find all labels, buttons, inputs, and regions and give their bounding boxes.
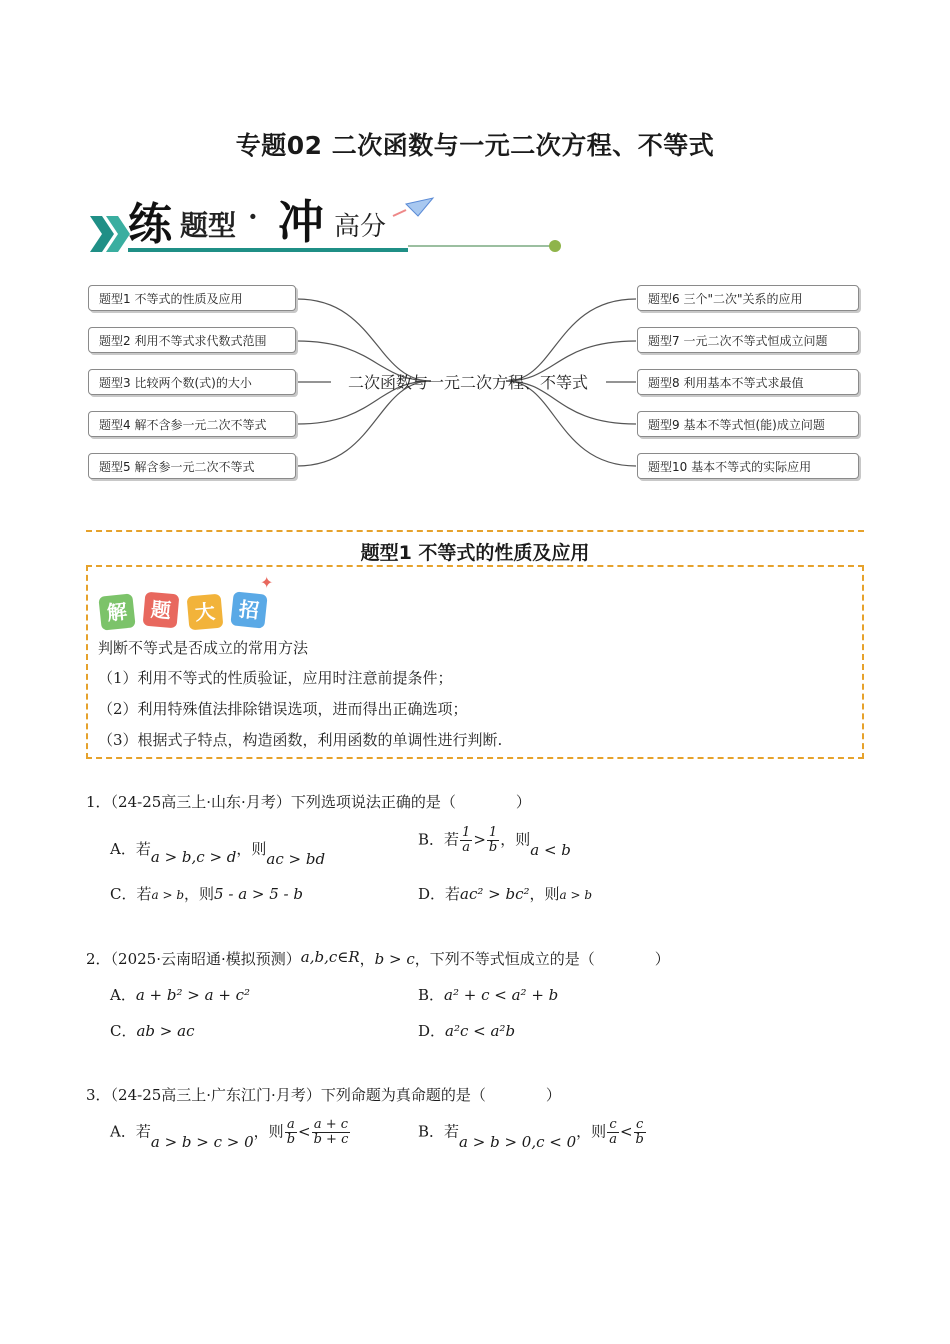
- q1-b-num1: 1: [462, 825, 471, 840]
- q3-b-label: B．: [418, 1122, 445, 1141]
- q2-stem: [86, 948, 670, 969]
- tip-line-1: 判断不等式是否成立的常用方法: [98, 639, 309, 657]
- q3-b-frac1: [607, 1118, 619, 1147]
- q1-b-num2: 1: [487, 826, 499, 841]
- q1-b-res: a < b: [530, 840, 571, 859]
- q3-a-frac1: [285, 1118, 297, 1147]
- q1-d-res: a > b: [559, 888, 593, 902]
- q1-b-den1: a: [462, 840, 471, 855]
- q3-option-a: [110, 1117, 351, 1151]
- q1-c-res: 5 - a > 5 - b: [214, 885, 303, 903]
- q1-b-frac1: [460, 826, 472, 855]
- sparkle-icon: ✦: [260, 573, 274, 592]
- q2-stem-math: a,b,c∈R: [300, 948, 360, 966]
- mindmap-center: 二次函数与一元二次方程、不等式: [347, 373, 588, 392]
- mindmap-node-3: 题型3 比较两个数(式)的大小: [88, 369, 296, 395]
- mindmap-node-9: 题型9 基本不等式恒(能)成立问题: [637, 411, 859, 437]
- q1-b-den2: b: [488, 840, 498, 855]
- banner-text-gaofen: 高分: [334, 212, 387, 242]
- q1-b-gt: >: [473, 830, 486, 849]
- mindmap-node-4: 题型4 解不含参一元二次不等式: [88, 411, 296, 437]
- tips-badges: [100, 573, 280, 633]
- q3-a-frac2: [312, 1118, 351, 1147]
- q1-b-ruo: 若: [444, 830, 460, 849]
- q3-a-ruo: 若: [135, 1122, 151, 1141]
- badge-zhao: 招: [230, 591, 267, 628]
- q1-a-ze: ，则: [236, 840, 267, 858]
- q2-b-label: B．: [418, 986, 445, 1004]
- q3-b-den1: a: [609, 1132, 617, 1147]
- q3-a-den2: b + c: [313, 1132, 349, 1147]
- q3-a-num1: a: [285, 1118, 297, 1133]
- section-banner: [88, 186, 568, 266]
- q1-option-a: [110, 838, 326, 868]
- mindmap-node-8: 题型8 利用基本不等式求最值: [637, 369, 859, 395]
- q1-c-cond: a > b: [151, 888, 185, 902]
- q1-a-cond: a > b,c > d: [150, 848, 237, 866]
- q2-stem-math2: b > c: [374, 950, 415, 968]
- q3-a-label: A．: [110, 1122, 136, 1141]
- q1-d-ruo: 若: [445, 885, 461, 903]
- q1-option-d: [418, 883, 592, 904]
- badge-ti: 题: [143, 592, 180, 629]
- q3-b-num1: c: [607, 1118, 619, 1133]
- q1-a-ruo: 若: [135, 840, 151, 858]
- q3-a-cond: a > b > c > 0: [150, 1132, 254, 1151]
- banner-dot-text: ·: [248, 200, 258, 233]
- q1-c-ruo: 若: [136, 885, 152, 903]
- banner-char-lian: 练: [128, 199, 172, 250]
- q3-a-ze: ，则: [253, 1122, 284, 1141]
- paper-plane-icon: [393, 198, 433, 216]
- q1-c-label: C．: [110, 885, 137, 903]
- q1-b-ze: ，则: [500, 830, 531, 849]
- mindmap-node-2: 题型2 利用不等式求代数式范围: [88, 327, 296, 353]
- q2-a-expr: a + b² > a + c²: [135, 986, 251, 1004]
- q2-c-expr: ab > ac: [136, 1022, 195, 1040]
- q2-stem-c: ，下列不等式恒成立的是（ ）: [414, 950, 670, 968]
- q3-b-lt: <: [619, 1122, 633, 1141]
- q3-b-cond: a > b > 0,c < 0: [459, 1132, 577, 1151]
- q3-b-ruo: 若: [444, 1122, 460, 1141]
- q1-d-cond: ac² > bc²: [460, 885, 530, 903]
- banner-text-tixing: 题型: [180, 209, 237, 242]
- q2-c-label: C．: [110, 1022, 137, 1040]
- mindmap-node-7: 题型7 一元二次不等式恒成立问题: [637, 327, 859, 353]
- mindmap-node-5: 题型5 解含参一元二次不等式: [88, 453, 296, 479]
- q1-a-label: A．: [110, 840, 136, 858]
- q1-b-label: B．: [418, 830, 445, 849]
- mind-map: [86, 280, 866, 480]
- page-title: 专题02 二次函数与一元二次方程、不等式: [235, 131, 715, 160]
- q1-stem: 1．（24-25高三上·山东·月考）下列选项说法正确的是（ ）: [86, 793, 531, 811]
- q3-b-frac2: [634, 1118, 646, 1147]
- banner-dot: [549, 240, 561, 252]
- q2-a-label: A．: [110, 986, 136, 1004]
- q3-a-num2: a + c: [312, 1118, 351, 1133]
- q1-option-c: [110, 883, 303, 904]
- mindmap-node-6: 题型6 三个"二次"关系的应用: [637, 285, 859, 311]
- q2-stem-b: ，: [359, 950, 375, 968]
- badge-jie: 解: [98, 593, 135, 630]
- q2-option-a: [110, 984, 250, 1005]
- badge-da: 大: [187, 594, 224, 631]
- q1-c-ze: ，则: [184, 885, 215, 903]
- q3-b-den2: b: [635, 1132, 644, 1147]
- q3-a-den1: b: [286, 1132, 296, 1147]
- section-title: 题型1 不等式的性质及应用: [360, 542, 590, 564]
- mindmap-node-1: 题型1 不等式的性质及应用: [88, 285, 296, 311]
- banner-char-chong: 冲: [278, 195, 324, 249]
- q2-option-c: [110, 1020, 194, 1041]
- q2-option-d: [418, 1020, 515, 1041]
- q1-a-res: ac > bd: [266, 850, 326, 868]
- q3-b-num2: c: [634, 1118, 646, 1133]
- q2-d-expr: a²c < a²b: [445, 1022, 516, 1040]
- q2-d-label: D．: [418, 1022, 446, 1040]
- q2-b-expr: a² + c < a² + b: [444, 986, 559, 1004]
- q3-stem: 3．（24-25高三上·广东江门·月考）下列命题为真命题的是（ ）: [86, 1086, 561, 1104]
- tips-box: [86, 565, 864, 759]
- q3-b-ze: ，则: [576, 1122, 607, 1141]
- tip-line-2: （1）利用不等式的性质验证，应用时注意前提条件；: [98, 669, 453, 687]
- tip-line-3: （2）利用特殊值法排除错误选项，进而得出正确选项；: [98, 700, 468, 718]
- q1-b-frac2: [487, 826, 499, 855]
- q2-option-b: [418, 984, 558, 1005]
- q1-d-ze: ，则: [529, 885, 560, 903]
- q2-stem-a: 2．（2025·云南昭通·模拟预测）: [86, 950, 301, 968]
- q1-d-label: D．: [418, 885, 446, 903]
- mindmap-node-10: 题型10 基本不等式的实际应用: [637, 453, 859, 479]
- q3-option-b: [418, 1117, 647, 1151]
- section-divider: [86, 530, 864, 532]
- q3-a-lt: <: [298, 1122, 311, 1141]
- tip-line-4: （3）根据式子特点，构造函数，利用函数的单调性进行判断.: [98, 731, 503, 749]
- q1-option-b: [418, 825, 571, 859]
